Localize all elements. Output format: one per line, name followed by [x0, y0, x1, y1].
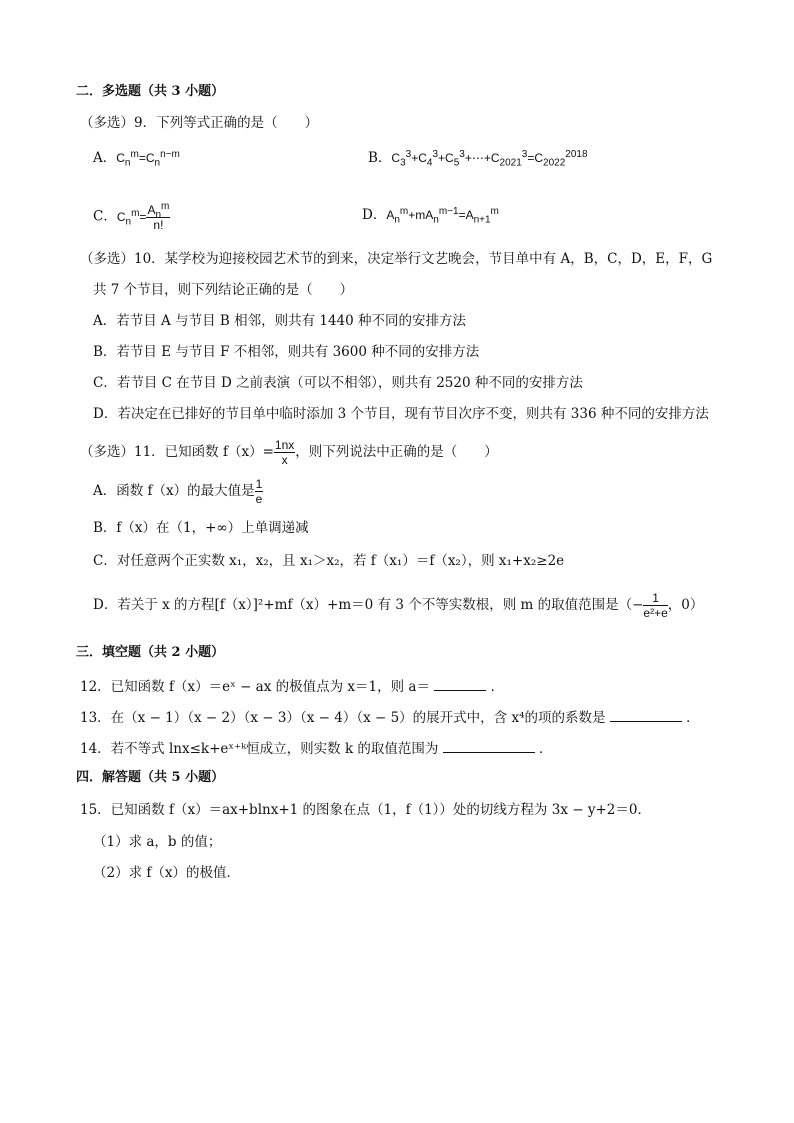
- q9-option-d: [362, 205, 499, 225]
- q11-fraction-numerator: 1nx: [274, 438, 295, 452]
- q10-option-c: C．若节目 C 在节目 D 之前表演（可以不相邻），则共有 2520 种不同的安排方法: [93, 375, 583, 391]
- q11-option-d-text: D．若关于 x 的方程[f（x）]²+mf（x）+m＝0 有 3 个不等实数根，则 m 的取值范围是（−: [93, 597, 644, 613]
- question-12: [80, 676, 504, 697]
- q11-option-d: [93, 591, 703, 620]
- q11-option-d-denominator: e²+e: [643, 606, 668, 620]
- section-heading-answer-questions: 四．解答题（共 5 小题）: [76, 770, 225, 785]
- q9-option-c-formula: $C_n^m=$ $\frac{A_n^m}{n!}$: [116, 201, 170, 232]
- q9-option-c-label: C．: [93, 208, 117, 225]
- q11-option-d-suffix: ，0）: [667, 597, 704, 613]
- q11-option-d-fraction: [643, 591, 667, 620]
- q10-option-d: D．若决定在已排好的节目单中临时添加 3 个节目，现有节目次序不变，则共有 336 种不同的安排方法: [93, 406, 709, 422]
- q13-period: ．: [686, 710, 700, 726]
- question-10-stem-line1: （多选）10．某学校为迎接校园艺术节的到来，决定举行文艺晚会，节目单中有 A，B，C，D，E，F，G: [80, 251, 713, 267]
- q11-fraction-denominator: x: [281, 453, 288, 467]
- q9-option-a-label: A．: [93, 150, 117, 166]
- q12-text: 12．已知函数 f（x）＝eˣ − ax 的极值点为 x＝1，则 a＝: [80, 679, 430, 695]
- q11-stem-prefix: （多选）11．已知函数 f（x）=: [80, 444, 274, 460]
- question-9-stem: （多选）9．下列等式正确的是（ ）: [80, 115, 319, 131]
- q11-option-d-numerator: 1: [643, 591, 667, 606]
- q12-answer-blank[interactable]: [434, 676, 486, 691]
- question-14: [80, 738, 553, 759]
- q11-option-a-text: A．函数 f（x）的最大值是: [93, 483, 255, 499]
- q9-option-b: [368, 148, 588, 168]
- q13-answer-blank[interactable]: [610, 707, 682, 722]
- q9-option-b-formula: $C_3^3+C_4^3+C_5^3+\cdots+C_{2021}^3=C_{2022}^{2018}$: [391, 149, 588, 169]
- q14-period: ．: [539, 741, 553, 757]
- question-10-stem-line2: 共 7 个节目，则下列结论正确的是（ ）: [93, 282, 354, 298]
- q11-option-c: C．对任意两个正实数 x₁，x₂，且 x₁＞x₂，若 f（x₁）＝f（x₂），则 x₁+x₂≥2e: [93, 553, 565, 569]
- question-11-stem: [80, 438, 498, 467]
- q11-function-fraction: [274, 438, 295, 467]
- q9-option-c: [93, 203, 170, 232]
- question-15-stem: 15．已知函数 f（x）＝ax+blnx+1 的图象在点（1，f（1））处的切线方程为 3x − y+2＝0．: [80, 802, 651, 818]
- q9-option-d-formula: $A_n^m+mA_n^{m-1}=A_{n+1}^m$: [386, 206, 499, 226]
- q9-option-a: [93, 148, 180, 168]
- q11-stem-suffix: ，则下列说法中正确的是（ ）: [295, 444, 498, 460]
- q13-text: 13．在（x − 1）（x − 2）（x − 3）（x − 4）（x − 5）的展开式中，含 x⁴的项的系数是: [80, 710, 606, 726]
- section-heading-fill-in: 三．填空题（共 2 小题）: [76, 645, 225, 660]
- q9-option-d-label: D．: [362, 207, 387, 223]
- q14-text: 14．若不等式 lnx≤k+eˣ⁺ᵏ恒成立，则实数 k 的取值范围为: [80, 741, 439, 757]
- q14-answer-blank[interactable]: [443, 738, 535, 753]
- section-heading-multiple-choice: 二．多选题（共 3 小题）: [76, 84, 225, 99]
- q9-option-a-formula: $C_n^m=C_n^{n-m}$: [116, 149, 180, 169]
- q10-option-b: B．若节目 E 与节目 F 不相邻，则共有 3600 种不同的安排方法: [93, 344, 480, 360]
- q11-option-a-fraction: [255, 477, 264, 506]
- q11-option-b: B．f（x）在（1，+∞）上单调递减: [93, 520, 309, 536]
- q11-option-a-numerator: 1: [255, 477, 263, 491]
- q9-option-b-label: B．: [368, 150, 392, 166]
- q15-part-2: （2）求 f（x）的极值．: [93, 865, 240, 881]
- q10-option-a: A．若节目 A 与节目 B 相邻，则共有 1440 种不同的安排方法: [93, 313, 467, 329]
- q12-period: ．: [490, 679, 505, 695]
- q15-part-1: （1）求 a，b 的值；: [93, 834, 222, 850]
- question-13: [80, 707, 700, 728]
- q11-option-a: [93, 477, 263, 506]
- q11-option-a-denominator: e: [255, 492, 263, 506]
